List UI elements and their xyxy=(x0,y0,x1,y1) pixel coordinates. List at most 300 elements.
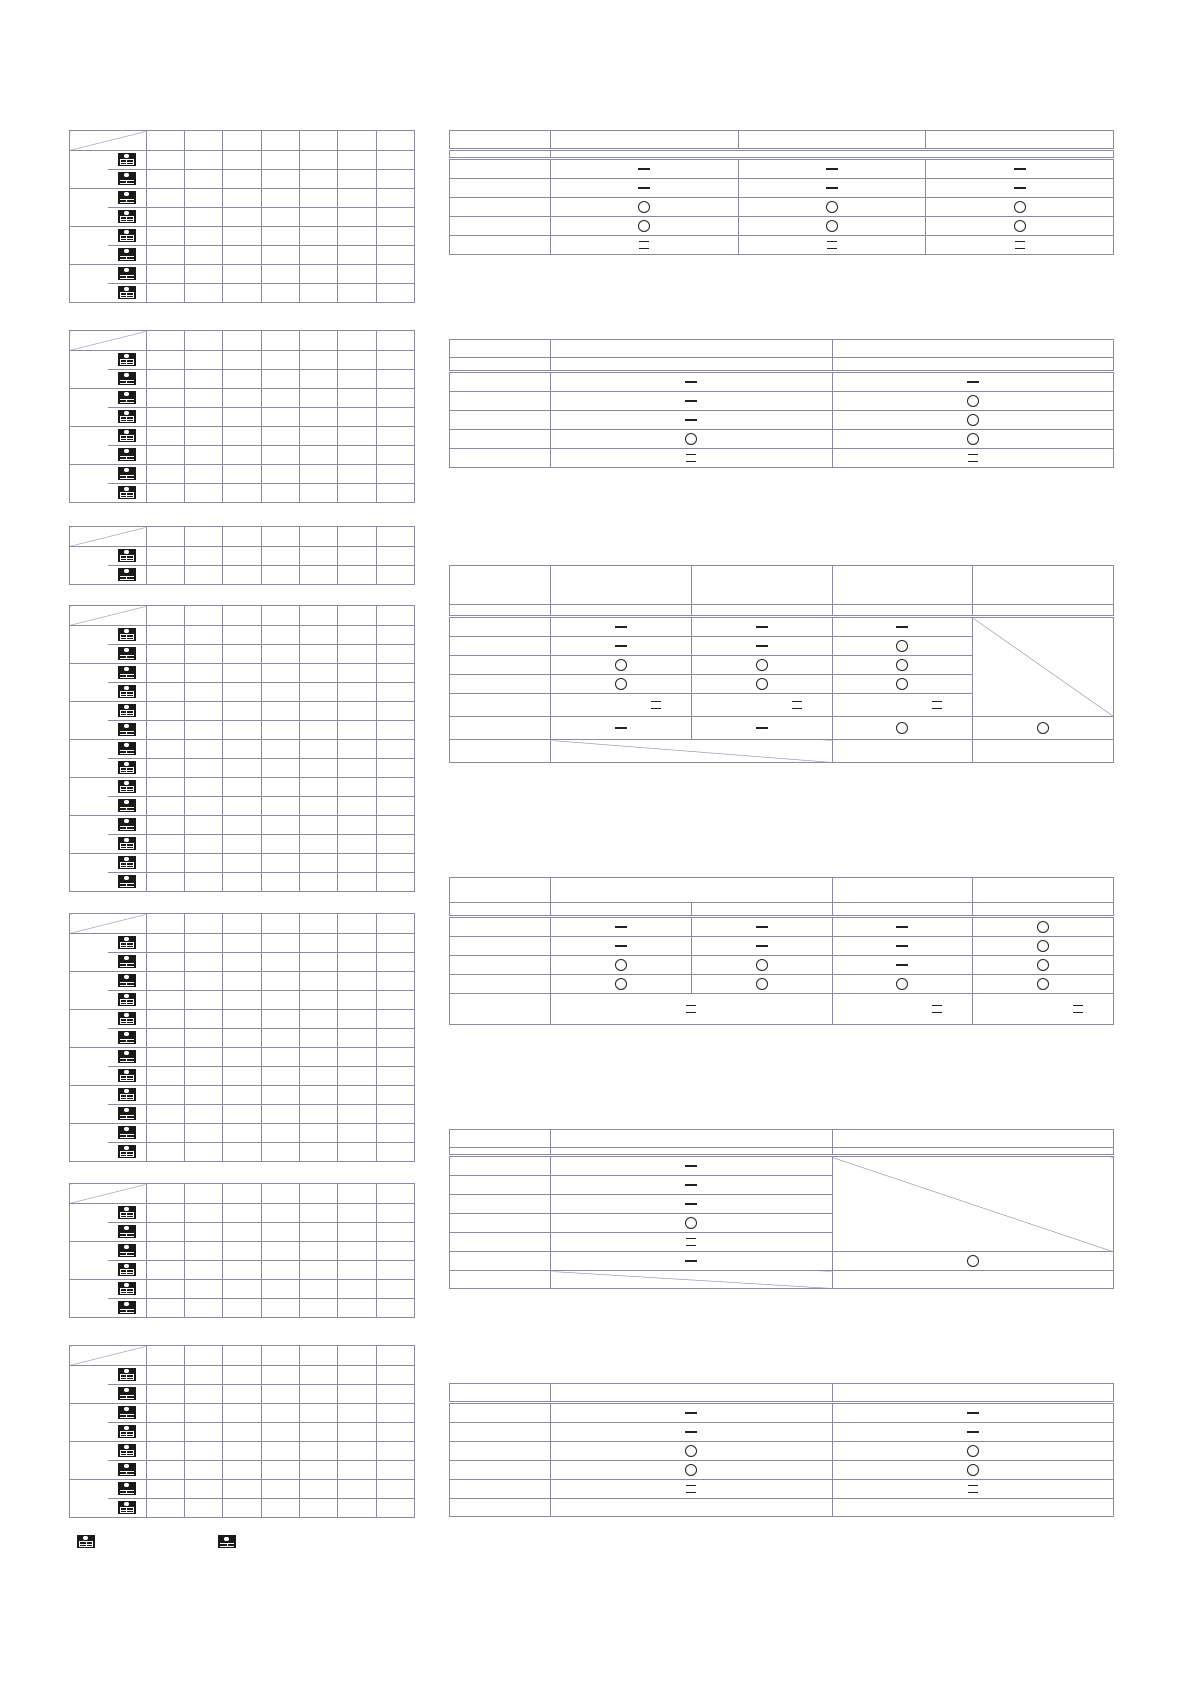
data-cell xyxy=(146,1242,184,1261)
group-label xyxy=(70,626,108,664)
data-cell xyxy=(299,265,337,284)
data-cell xyxy=(184,284,222,303)
data-cell xyxy=(223,1299,261,1318)
person-icon xyxy=(118,647,136,660)
table-row xyxy=(70,1366,415,1385)
table-row xyxy=(70,1029,415,1048)
table-row xyxy=(70,566,415,585)
table-row xyxy=(70,408,415,427)
data-cell xyxy=(376,1366,414,1385)
data-cell xyxy=(184,835,222,854)
circle-mark xyxy=(756,659,768,671)
data-cell xyxy=(184,1105,222,1124)
circle-mark xyxy=(896,678,908,690)
header-cell xyxy=(223,331,261,351)
data-cell xyxy=(261,645,299,664)
person-icon xyxy=(118,248,136,261)
equal-mark xyxy=(1073,1005,1083,1013)
equal-mark xyxy=(686,1485,696,1493)
header-cell xyxy=(299,331,337,351)
data-cell xyxy=(261,972,299,991)
data-cell xyxy=(184,972,222,991)
person-icon xyxy=(118,666,136,679)
data-cell xyxy=(223,566,261,585)
data-cell xyxy=(184,484,222,503)
data-cell xyxy=(376,151,414,170)
data-cell xyxy=(184,1242,222,1261)
data-cell xyxy=(146,797,184,816)
table-row xyxy=(70,1385,415,1404)
table-row xyxy=(70,1499,415,1518)
data-cell xyxy=(184,465,222,484)
data-cell xyxy=(223,1261,261,1280)
data-cell xyxy=(261,991,299,1010)
data-cell xyxy=(146,1048,184,1067)
grid-icon xyxy=(118,1425,136,1438)
data-cell xyxy=(376,1299,414,1318)
data-cell xyxy=(338,547,376,566)
data-cell xyxy=(338,1299,376,1318)
data-cell xyxy=(223,246,261,265)
data-cell xyxy=(338,816,376,835)
data-cell xyxy=(376,389,414,408)
table-row xyxy=(70,1442,415,1461)
dash-mark xyxy=(615,945,627,947)
header-cell xyxy=(299,131,337,151)
header-cell xyxy=(261,606,299,626)
data-cell xyxy=(261,1480,299,1499)
data-cell xyxy=(299,1143,337,1162)
data-cell xyxy=(299,170,337,189)
data-cell xyxy=(184,389,222,408)
data-cell xyxy=(338,1143,376,1162)
data-cell xyxy=(299,1086,337,1105)
equal-mark xyxy=(686,454,696,462)
header-cell xyxy=(184,131,222,151)
table-row xyxy=(70,284,415,303)
data-cell xyxy=(299,427,337,446)
data-cell xyxy=(184,208,222,227)
data-cell xyxy=(223,1105,261,1124)
data-cell xyxy=(338,645,376,664)
data-cell xyxy=(261,626,299,645)
circle-mark xyxy=(638,201,650,213)
data-cell xyxy=(338,351,376,370)
data-cell xyxy=(261,1124,299,1143)
circle-mark xyxy=(967,433,979,445)
data-cell xyxy=(261,408,299,427)
data-cell xyxy=(146,1461,184,1480)
table-row xyxy=(70,721,415,740)
person-icon xyxy=(118,1387,136,1400)
group-label xyxy=(70,1124,108,1162)
circle-mark xyxy=(1037,722,1049,734)
grid-icon xyxy=(118,1282,136,1295)
person-icon xyxy=(118,799,136,812)
equal-mark xyxy=(1015,241,1025,249)
header-diagonal-cell xyxy=(70,1346,147,1366)
data-cell xyxy=(261,284,299,303)
grid-icon xyxy=(118,780,136,793)
data-cell xyxy=(299,759,337,778)
data-cell xyxy=(146,1480,184,1499)
header-cell xyxy=(223,1346,261,1366)
equal-mark xyxy=(639,241,649,249)
data-cell xyxy=(146,566,184,585)
circle-mark xyxy=(896,722,908,734)
data-cell xyxy=(184,778,222,797)
group-label xyxy=(70,972,108,1010)
data-cell xyxy=(299,1124,337,1143)
data-cell xyxy=(299,208,337,227)
data-cell xyxy=(223,1404,261,1423)
table-row xyxy=(70,1086,415,1105)
data-cell xyxy=(376,1385,414,1404)
data-cell xyxy=(261,740,299,759)
data-cell xyxy=(299,1223,337,1242)
grid-icon xyxy=(118,1206,136,1219)
data-cell xyxy=(223,427,261,446)
data-cell xyxy=(223,227,261,246)
grid-icon xyxy=(118,286,136,299)
data-cell xyxy=(184,351,222,370)
grid-icon xyxy=(118,410,136,423)
equal-mark xyxy=(686,1238,696,1246)
data-cell xyxy=(223,816,261,835)
header-cell xyxy=(338,606,376,626)
dash-mark xyxy=(756,926,768,928)
data-cell xyxy=(261,1223,299,1242)
data-cell xyxy=(223,1280,261,1299)
data-cell xyxy=(146,664,184,683)
data-cell xyxy=(146,189,184,208)
data-cell xyxy=(338,1124,376,1143)
data-cell xyxy=(338,759,376,778)
data-cell xyxy=(299,1029,337,1048)
data-cell xyxy=(261,208,299,227)
data-cell xyxy=(223,1029,261,1048)
data-cell xyxy=(299,683,337,702)
data-cell xyxy=(223,1204,261,1223)
dash-mark xyxy=(638,187,650,189)
header-cell xyxy=(338,527,376,547)
data-cell xyxy=(338,1385,376,1404)
data-cell xyxy=(223,1223,261,1242)
data-cell xyxy=(261,1499,299,1518)
circle-mark xyxy=(967,414,979,426)
grid-icon xyxy=(118,993,136,1006)
data-cell xyxy=(261,1086,299,1105)
data-cell xyxy=(146,170,184,189)
table-row xyxy=(70,972,415,991)
data-cell xyxy=(261,1404,299,1423)
data-cell xyxy=(223,1423,261,1442)
data-cell xyxy=(299,1261,337,1280)
data-cell xyxy=(299,408,337,427)
data-cell xyxy=(146,351,184,370)
data-cell xyxy=(146,484,184,503)
table-row xyxy=(70,934,415,953)
circle-mark xyxy=(967,1464,979,1476)
table-row xyxy=(70,683,415,702)
data-cell xyxy=(376,1010,414,1029)
grid-icon xyxy=(118,1069,136,1082)
group-label xyxy=(70,1086,108,1124)
header-cell xyxy=(223,131,261,151)
dash-mark xyxy=(756,945,768,947)
dash-mark xyxy=(615,626,627,628)
data-cell xyxy=(376,873,414,892)
data-cell xyxy=(223,1124,261,1143)
right-table-5 xyxy=(449,1129,1114,1289)
data-cell xyxy=(184,265,222,284)
circle-mark xyxy=(685,433,697,445)
data-cell xyxy=(376,1404,414,1423)
data-cell xyxy=(146,759,184,778)
circle-mark xyxy=(826,201,838,213)
data-cell xyxy=(338,151,376,170)
data-cell xyxy=(261,702,299,721)
data-cell xyxy=(376,759,414,778)
data-cell xyxy=(184,427,222,446)
data-cell xyxy=(223,759,261,778)
person-icon xyxy=(118,1126,136,1139)
data-cell xyxy=(299,702,337,721)
group-label xyxy=(70,389,108,427)
data-cell xyxy=(299,854,337,873)
data-cell xyxy=(146,1067,184,1086)
group-label xyxy=(70,934,108,972)
grid-icon xyxy=(118,936,136,949)
data-cell xyxy=(184,1280,222,1299)
data-cell xyxy=(223,484,261,503)
data-cell xyxy=(338,408,376,427)
table-row xyxy=(70,1404,415,1423)
data-cell xyxy=(376,683,414,702)
data-cell xyxy=(261,1143,299,1162)
table-row xyxy=(70,484,415,503)
data-cell xyxy=(299,227,337,246)
data-cell xyxy=(299,1423,337,1442)
table-row xyxy=(70,797,415,816)
data-cell xyxy=(299,1010,337,1029)
circle-mark xyxy=(826,220,838,232)
data-cell xyxy=(146,246,184,265)
data-cell xyxy=(338,664,376,683)
data-cell xyxy=(184,664,222,683)
data-cell xyxy=(146,227,184,246)
header-diagonal-cell xyxy=(70,331,147,351)
dash-mark xyxy=(826,168,838,170)
person-icon xyxy=(118,448,136,461)
person-icon xyxy=(118,875,136,888)
data-cell xyxy=(338,854,376,873)
right-table-3 xyxy=(449,565,1114,763)
data-cell xyxy=(184,1261,222,1280)
data-cell xyxy=(299,972,337,991)
data-cell xyxy=(261,1029,299,1048)
data-cell xyxy=(376,547,414,566)
header-cell xyxy=(223,606,261,626)
equal-mark xyxy=(686,1005,696,1013)
data-cell xyxy=(223,991,261,1010)
person-icon xyxy=(118,391,136,404)
table-row xyxy=(70,740,415,759)
data-cell xyxy=(376,351,414,370)
header-cell xyxy=(376,1184,414,1204)
data-cell xyxy=(338,208,376,227)
data-cell xyxy=(338,1404,376,1423)
group-label xyxy=(70,1442,108,1480)
data-cell xyxy=(376,991,414,1010)
data-cell xyxy=(184,816,222,835)
data-cell xyxy=(146,1105,184,1124)
data-cell xyxy=(146,816,184,835)
data-cell xyxy=(223,170,261,189)
circle-mark xyxy=(615,978,627,990)
data-cell xyxy=(376,1105,414,1124)
table-row xyxy=(70,778,415,797)
header-diagonal-cell xyxy=(70,131,147,151)
data-cell xyxy=(223,208,261,227)
data-cell xyxy=(338,1499,376,1518)
data-cell xyxy=(184,170,222,189)
data-cell xyxy=(146,835,184,854)
data-cell xyxy=(223,778,261,797)
data-cell xyxy=(299,1404,337,1423)
header-cell xyxy=(376,331,414,351)
table-row xyxy=(70,1223,415,1242)
data-cell xyxy=(261,484,299,503)
dash-mark xyxy=(967,381,979,383)
data-cell xyxy=(376,208,414,227)
data-cell xyxy=(299,873,337,892)
table-row xyxy=(70,759,415,778)
data-cell xyxy=(261,1204,299,1223)
header-cell xyxy=(261,331,299,351)
data-cell xyxy=(261,151,299,170)
data-cell xyxy=(146,370,184,389)
table-row xyxy=(70,1261,415,1280)
data-cell xyxy=(299,370,337,389)
data-cell xyxy=(146,1029,184,1048)
group-label xyxy=(70,1280,108,1318)
dash-mark xyxy=(615,645,627,647)
data-cell xyxy=(338,1105,376,1124)
data-cell xyxy=(223,645,261,664)
data-cell xyxy=(146,1086,184,1105)
group-label xyxy=(70,351,108,389)
header-cell xyxy=(261,527,299,547)
data-cell xyxy=(376,702,414,721)
data-cell xyxy=(376,370,414,389)
data-cell xyxy=(184,1461,222,1480)
person-icon xyxy=(118,267,136,280)
dash-mark xyxy=(967,1412,979,1414)
data-cell xyxy=(223,1086,261,1105)
data-cell xyxy=(376,972,414,991)
data-cell xyxy=(261,1067,299,1086)
data-cell xyxy=(299,284,337,303)
data-cell xyxy=(184,189,222,208)
data-cell xyxy=(338,465,376,484)
group-label xyxy=(70,816,108,854)
data-cell xyxy=(376,1029,414,1048)
data-cell xyxy=(376,934,414,953)
person-icon xyxy=(118,742,136,755)
data-cell xyxy=(338,740,376,759)
data-cell xyxy=(261,816,299,835)
data-cell xyxy=(184,1442,222,1461)
data-cell xyxy=(146,151,184,170)
header-cell xyxy=(223,527,261,547)
data-cell xyxy=(184,797,222,816)
data-cell xyxy=(261,1299,299,1318)
dash-mark xyxy=(685,400,697,402)
data-cell xyxy=(146,953,184,972)
data-cell xyxy=(223,370,261,389)
data-cell xyxy=(376,465,414,484)
data-cell xyxy=(376,854,414,873)
grid-icon xyxy=(118,1444,136,1457)
data-cell xyxy=(146,702,184,721)
dash-mark xyxy=(756,727,768,729)
data-cell xyxy=(299,351,337,370)
data-cell xyxy=(338,972,376,991)
right-table-2 xyxy=(449,339,1114,468)
data-cell xyxy=(184,1385,222,1404)
dash-mark xyxy=(685,1260,697,1262)
data-cell xyxy=(299,151,337,170)
table-row xyxy=(70,1204,415,1223)
data-cell xyxy=(261,953,299,972)
circle-mark xyxy=(615,959,627,971)
group-label xyxy=(70,189,108,227)
data-cell xyxy=(376,1086,414,1105)
data-cell xyxy=(261,170,299,189)
data-cell xyxy=(146,934,184,953)
data-cell xyxy=(299,797,337,816)
data-cell xyxy=(146,1366,184,1385)
data-cell xyxy=(376,1461,414,1480)
dash-mark xyxy=(896,945,908,947)
equal-mark xyxy=(932,1005,942,1013)
circle-mark xyxy=(896,640,908,652)
header-cell xyxy=(299,527,337,547)
data-cell xyxy=(299,953,337,972)
data-cell xyxy=(261,227,299,246)
table-row xyxy=(70,351,415,370)
data-cell xyxy=(184,991,222,1010)
equal-mark xyxy=(651,701,661,709)
circle-mark xyxy=(1037,940,1049,952)
grid-icon xyxy=(118,1012,136,1025)
data-cell xyxy=(261,664,299,683)
data-cell xyxy=(184,1204,222,1223)
data-cell xyxy=(261,1442,299,1461)
data-cell xyxy=(338,1048,376,1067)
data-cell xyxy=(338,427,376,446)
circle-mark xyxy=(967,395,979,407)
data-cell xyxy=(146,408,184,427)
data-cell xyxy=(261,835,299,854)
data-cell xyxy=(376,284,414,303)
data-cell xyxy=(184,1366,222,1385)
data-cell xyxy=(146,1223,184,1242)
table-row xyxy=(70,645,415,664)
data-cell xyxy=(184,1086,222,1105)
data-cell xyxy=(223,953,261,972)
